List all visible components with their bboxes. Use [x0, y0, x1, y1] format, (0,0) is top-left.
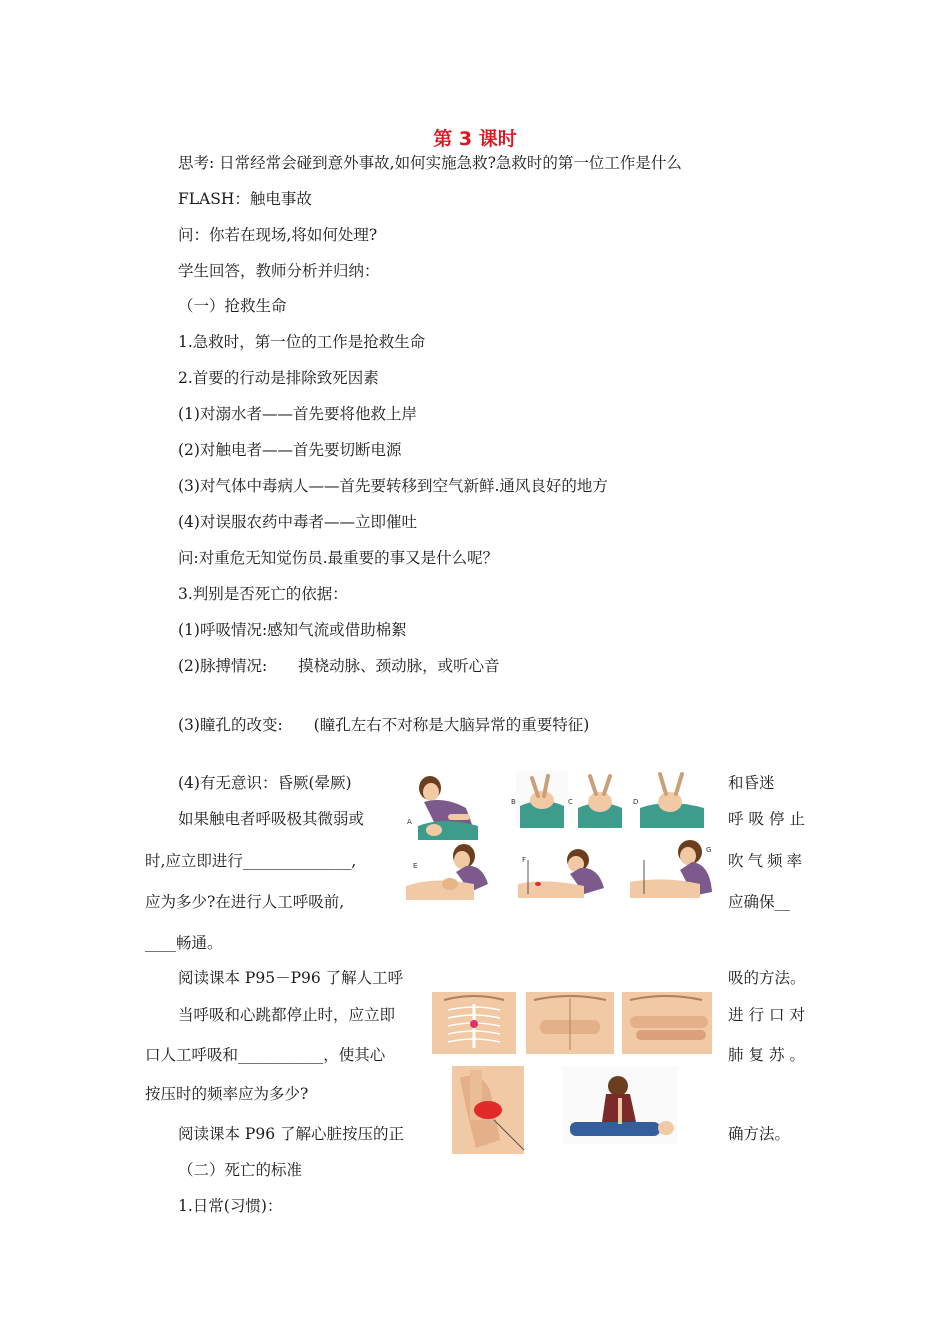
para2-left: 阅读课本 P95－P96 了解人工呼 [178, 969, 404, 987]
para3-line-a-left: 当呼吸和心跳都停止时，应立即 [178, 1006, 396, 1024]
para1-line-c-left: 应为多少?在进行人工呼吸前, [145, 893, 345, 911]
chest-landmark-illustration [432, 992, 516, 1054]
panel-c-illustration [578, 776, 622, 828]
figure-label-e: E [413, 862, 418, 870]
panel-f-illustration [518, 849, 604, 898]
cpr-scene-illustration [562, 1066, 678, 1144]
section-heading-1: （一）抢救生命 [178, 297, 287, 315]
para1-line-b-left: 时,应立即进行______________, [145, 852, 357, 870]
para1-line-d: ____畅通。 [145, 934, 223, 952]
figure-label-b: B [511, 798, 516, 806]
point-2: 2.首要的行动是排除致死因素 [178, 369, 379, 387]
page-title: 第 3 课时 [433, 128, 517, 150]
question-2: 问:对重危无知觉伤员.最重要的事又是什么呢？ [178, 549, 499, 567]
section-heading-2: （二）死亡的标准 [178, 1161, 303, 1179]
student-answer: 学生回答，教师分析并归纳： [178, 262, 380, 280]
para1-line-c-right: 应确保__ [728, 893, 791, 911]
para3-line-b-left: 口人工呼吸和___________，使其心 [145, 1046, 386, 1064]
panel-d-illustration [640, 774, 704, 828]
panel-b-illustration [516, 770, 568, 828]
para4-left: 阅读课本 P96 了解心脏按压的正 [178, 1125, 405, 1143]
think-question: 思考: 日常经常会碰到意外事故,如何实施急救?急救时的第一位工作是什么 [178, 154, 682, 172]
panel-g-illustration [630, 840, 712, 898]
point-3-1: (1)呼吸情况:感知气流或借助棉絮 [178, 621, 407, 639]
question-1: 问：你若在现场,将如何处理? [178, 226, 378, 244]
panel-e-illustration [406, 844, 488, 900]
death-standard-1: 1.日常(习惯)： [178, 1197, 283, 1215]
point-3-3: (3)瞳孔的改变: (瞳孔左右不对称是大脑异常的重要特征) [178, 716, 590, 734]
point-1: 1.急救时，第一位的工作是抢救生命 [178, 333, 426, 351]
point-2-2: (2)对触电者——首先要切断电源 [178, 441, 402, 459]
figure-label-g: G [706, 846, 712, 854]
point-3-4-right: 和昏迷 [728, 774, 775, 792]
para4-right: 确方法。 [728, 1125, 791, 1143]
point-2-3: (3)对气体中毒病人——首先要转移到空气新鲜.通风良好的地方 [178, 477, 608, 495]
artificial-respiration-figure [404, 768, 716, 908]
interlocked-hands-illustration [452, 1066, 524, 1154]
para3-line-a-right: 进行口对 [728, 1006, 811, 1024]
figure-label-f: F [522, 856, 527, 864]
para1-line-a-left: 如果触电者呼吸极其微弱或 [178, 810, 365, 828]
chest-compression-figure [430, 990, 714, 1156]
point-3-4-left: (4)有无意识：昏厥(晕厥) [178, 774, 352, 792]
point-2-4: (4)对误服农药中毒者——立即催吐 [178, 513, 417, 531]
figure-label-a: A [407, 818, 412, 826]
flash-label: FLASH：触电事故 [178, 190, 312, 208]
para3-line-c: 按压时的频率应为多少? [145, 1085, 309, 1103]
figure-label-c: C [568, 798, 573, 806]
point-2-1: (1)对溺水者——首先要将他救上岸 [178, 405, 417, 423]
point-3-2: (2)脉搏情况: 摸桡动脉、颈动脉，或听心音 [178, 657, 500, 675]
para3-line-b-right: 肺复苏。 [728, 1046, 811, 1064]
para1-line-b-right: 吹气频率 [728, 852, 807, 870]
two-hand-illustration [622, 992, 712, 1054]
hand-placement-illustration [526, 992, 614, 1054]
para2-right: 吸的方法。 [728, 969, 806, 987]
para1-line-a-right: 呼吸停止 [728, 810, 811, 828]
point-3: 3.判别是否死亡的依据： [178, 585, 348, 603]
figure-label-d: D [633, 798, 639, 806]
panel-a-illustration [418, 776, 478, 840]
